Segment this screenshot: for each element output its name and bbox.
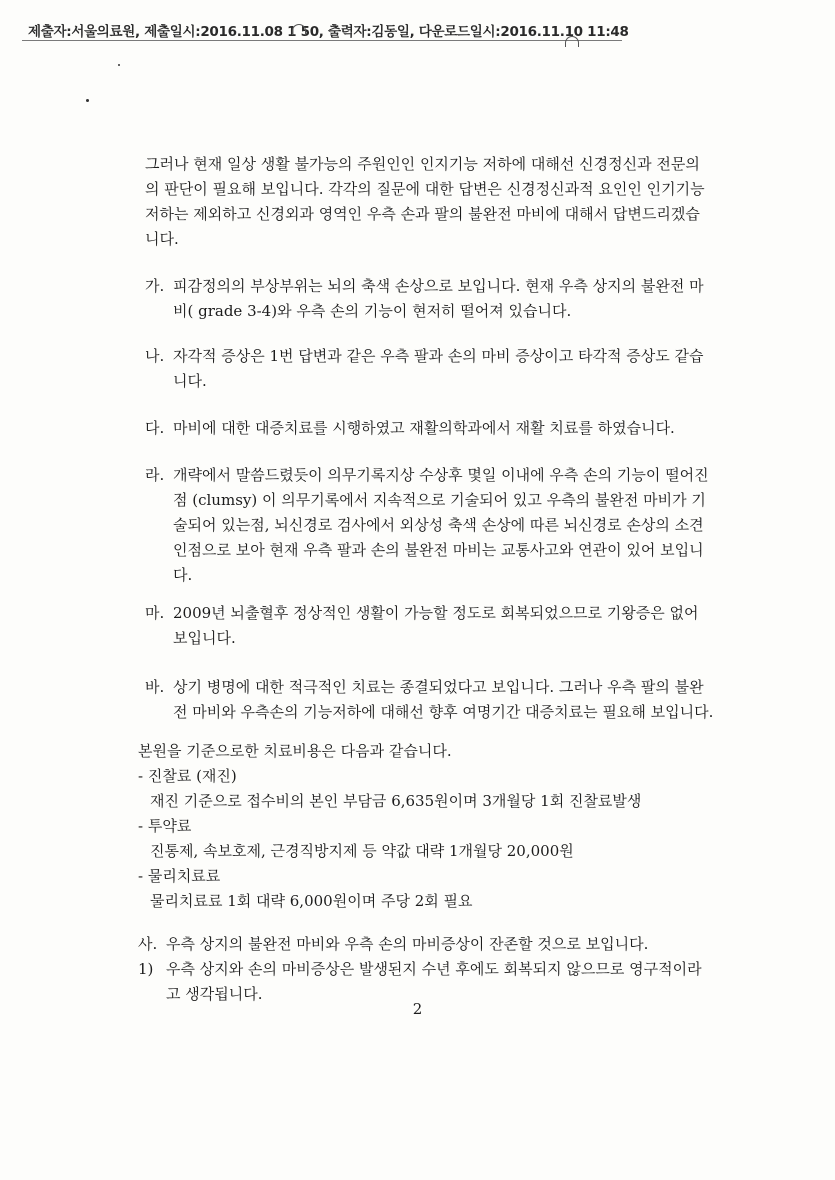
item-text: 우측 상지의 불완전 마비와 우측 손의 마비증상이 잔존할 것으로 보입니다. [166,935,649,953]
item-na [145,344,715,394]
item-text: 개략에서 말씀드렸듯이 의무기록지상 수상후 몇일 이내에 우측 손의 기능이 떨어진점 (clumsy) 이 의무기록에서 지속적으로 기술되어 있고 우측의 불완전 마비가 기술되어 있는점, 뇌신경로 검사에서 외상성 축색 손상에 따른 뇌신경로 손상의 소견인점으로 보아 현재 우측 팔과 손의 불완전 마비는 교통사고와 연관이 있어 보입니다. [173,466,709,584]
item-mark: 바. [145,678,165,696]
item-mark: 라. [145,466,165,484]
cost-label: - 투약료 [138,817,192,835]
item-text: 자각적 증상은 1번 답변과 같은 우측 팔과 손의 마비 증상이고 타각적 증상도 같습니다. [173,347,704,390]
item-mark: 1) [138,960,154,978]
item-mark: 나. [145,347,165,365]
item-text: 피감정의의 부상부위는 뇌의 축색 손상으로 보입니다. 현재 우측 상지의 불완전 마비( grade 3-4)와 우측 손의 기능이 현저히 떨어져 있습니다. [173,277,704,320]
intro-paragraph: 그러나 현재 일상 생활 불가능의 주원인인 인지기능 저하에 대해선 신경정신과 전문의의 판단이 필요해 보입니다. 각각의 질문에 대한 답변은 신경정신과적 요인인 인기기능 저하는 제외하고 신경외과 영역인 우측 손과 팔의 불완전 마비에 대해서 답변드리겠습니다. [145,155,705,248]
scan-mark [292,24,306,35]
item-mark: 사. [138,935,158,953]
cost-label: - 물리치료료 [138,867,221,885]
scan-speck [86,99,89,102]
item-sa [138,932,708,957]
item-text: 마비에 대한 대증치료를 시행하였고 재활의학과에서 재활 치료를 하였습니다. [173,419,675,437]
item-ba [145,675,715,725]
item-mark: 마. [145,604,165,622]
fax-header: 제출자:서울의료원, 제출일시:2016.11.08 1 50, 출력자:김동일, 다운로드일시:2016.11.10 11:48 [28,24,629,40]
cost-detail: 진통제, 속보호제, 근경직방지제 등 약값 대략 1개월당 20,000원 [150,842,574,860]
item-text: 우측 상지와 손의 마비증상은 발생된지 수년 후에도 회복되지 않으므로 영구적이라고 생각됩니다. [166,960,702,1003]
page-number: 2 [412,1000,423,1018]
scan-mark [565,36,579,47]
item-mark: 가. [145,277,165,295]
item-ma [145,601,715,651]
cost-detail: 재진 기준으로 접수비의 본인 부담금 6,635원이며 3개월당 1회 진찰료발생 [150,792,642,810]
cost-label: - 진찰료 (재진) [138,767,237,785]
item-text: 2009년 뇌출혈후 정상적인 생활이 가능할 정도로 회복되었으므로 기왕증은 없어 보입니다. [173,604,699,647]
item-da [145,416,715,441]
scan-speck [118,64,120,66]
cost-detail: 물리치료료 1회 대략 6,000원이며 주당 2회 필요 [150,892,473,910]
item-text: 상기 병명에 대한 적극적인 치료는 종결되었다고 보입니다. 그러나 우측 팔의 불완전 마비와 우측손의 기능저하에 대해선 향후 여명기간 대증치료는 필요해 보입니다. [173,678,714,721]
item-mark: 다. [145,419,165,437]
header-rule [22,40,622,41]
item-ga [145,274,715,324]
cost-title: 본원을 기준으로한 치료비용은 다음과 같습니다. [138,742,452,760]
item-ra [145,463,715,588]
